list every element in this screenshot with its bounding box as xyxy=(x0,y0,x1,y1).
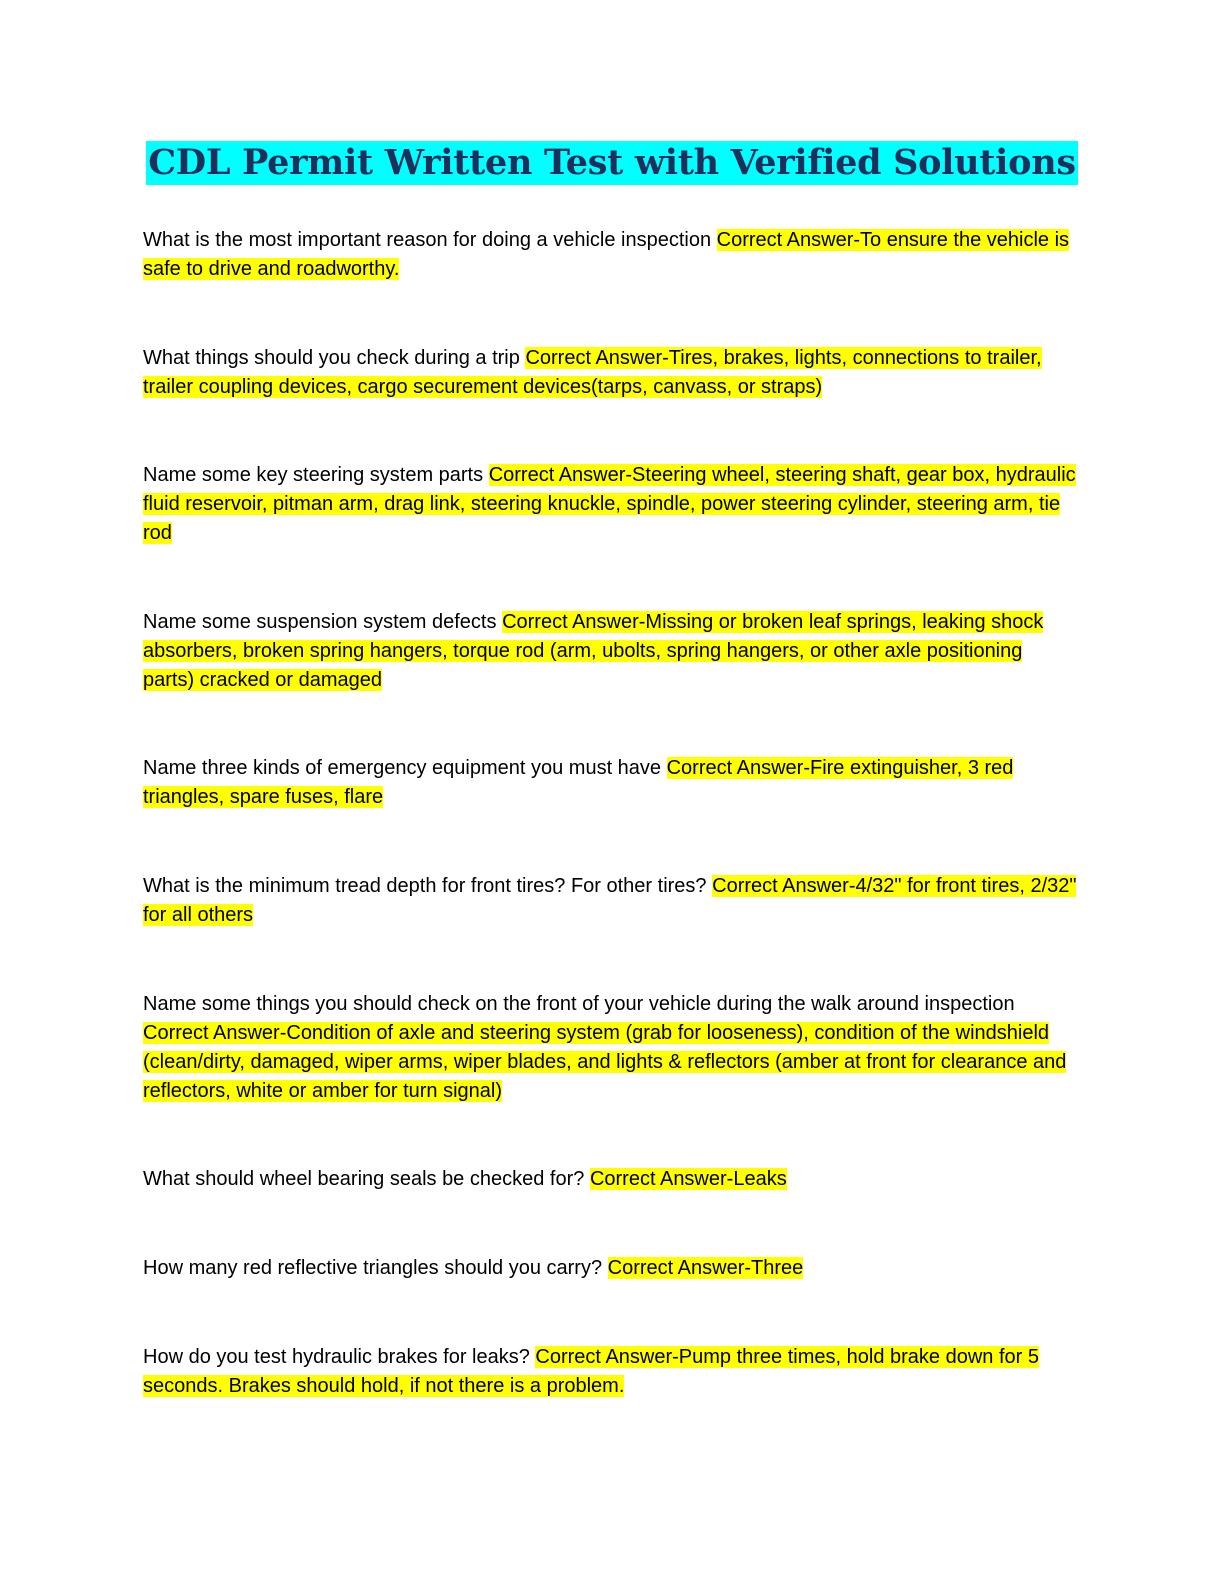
answer-text: Correct Answer-4/32" for front tires, 2/32" for all others xyxy=(143,875,1077,926)
qa-item-1 xyxy=(143,226,1078,284)
answer-text: Correct Answer-Fire extinguisher, 3 red triangles, spare fuses, flare xyxy=(143,757,1014,808)
qa-item-8 xyxy=(143,1165,1078,1194)
answer-text: Correct Answer-Three xyxy=(607,1257,804,1279)
title-container xyxy=(0,141,1224,185)
question-text: What should wheel bearing seals be checked for? xyxy=(143,1168,585,1190)
question-text: Name some key steering system parts xyxy=(143,464,484,486)
answer-text: Correct Answer-To ensure the vehicle is safe to drive and roadworthy. xyxy=(143,229,1070,280)
answer-text: Correct Answer-Condition of axle and steering system (grab for looseness), condition of the windshield (clean/dirty, damaged, wiper arms, wiper blades, and lights & reflectors (amber at front for clearance and reflectors, white or amber for turn signal) xyxy=(143,1022,1067,1102)
answer-text: Correct Answer-Steering wheel, steering shaft, gear box, hydraulic fluid reservoir, pitman arm, drag link, steering knuckle, spindle, power steering cylinder, steering arm, tie rod xyxy=(143,464,1076,544)
question-text: Name three kinds of emergency equipment you must have xyxy=(143,757,662,779)
qa-item-5 xyxy=(143,754,1078,812)
question-text: How do you test hydraulic brakes for leaks? xyxy=(143,1346,530,1368)
question-text: How many red reflective triangles should you carry? xyxy=(143,1257,603,1279)
answer-text: Correct Answer-Missing or broken leaf springs, leaking shock absorbers, broken spring hangers, torque rod (arm, ubolts, spring hangers, or other axle positioning parts) cracked or damaged xyxy=(143,611,1044,691)
answer-text: Correct Answer-Tires, brakes, lights, connections to trailer, trailer coupling devices, cargo securement devices(tarps, canvass, or straps) xyxy=(143,347,1042,398)
question-text: What is the most important reason for doing a vehicle inspection xyxy=(143,229,712,251)
question-text: Name some suspension system defects xyxy=(143,611,497,633)
answer-text: Correct Answer-Leaks xyxy=(589,1168,787,1190)
qa-item-6 xyxy=(143,872,1078,930)
answer-text: Correct Answer-Pump three times, hold brake down for 5 seconds. Brakes should hold, if not there is a problem. xyxy=(143,1346,1039,1397)
qa-item-7 xyxy=(143,990,1078,1106)
qa-item-10 xyxy=(143,1343,1078,1401)
question-text: What things should you check during a trip xyxy=(143,347,520,369)
document-title: CDL Permit Written Test with Verified Solutions xyxy=(148,142,1076,183)
qa-item-9 xyxy=(143,1254,1078,1283)
qa-item-2 xyxy=(143,344,1078,402)
qa-item-4 xyxy=(143,608,1078,695)
qa-item-3 xyxy=(143,461,1078,548)
question-text: Name some things you should check on the front of your vehicle during the walk around inspection xyxy=(143,993,1015,1015)
question-text: What is the minimum tread depth for front tires? For other tires? xyxy=(143,875,707,897)
